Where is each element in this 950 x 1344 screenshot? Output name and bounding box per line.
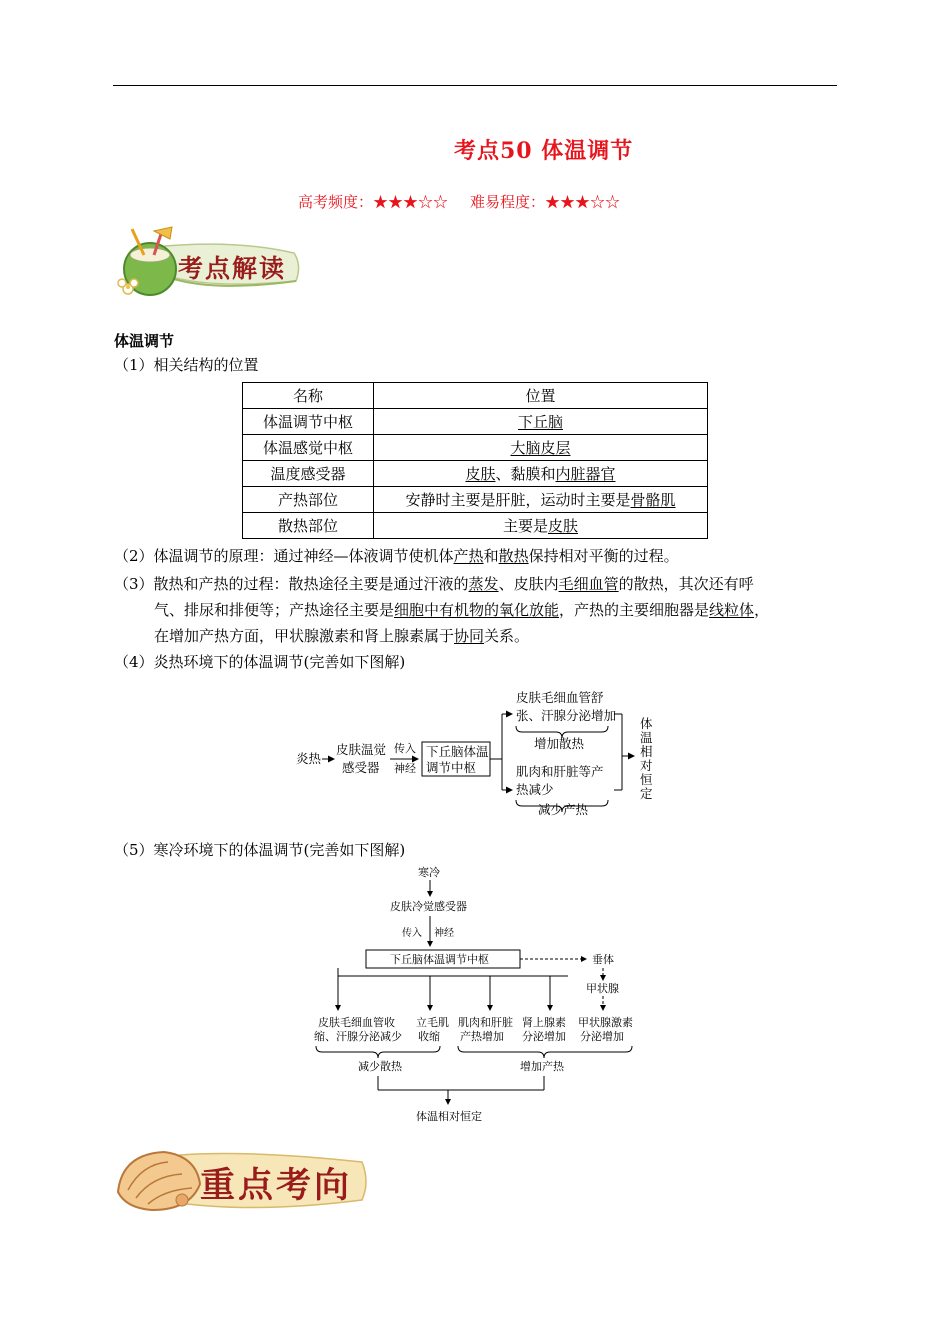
hot-center-line-1: 下丘脑体温 bbox=[426, 744, 489, 759]
answer-text: 骨骼肌 bbox=[630, 491, 676, 509]
item-1: （1）相关结构的位置 bbox=[114, 356, 259, 374]
table-cell-name: 体温调节中枢 bbox=[243, 409, 374, 435]
hot-outcome-char: 恒 bbox=[640, 772, 653, 787]
hot-top-result: 增加散热 bbox=[534, 736, 585, 751]
cold-nerve-label: 神经 bbox=[434, 928, 454, 939]
plain-text: 、黏膜和 bbox=[495, 465, 556, 483]
table-row bbox=[243, 513, 708, 539]
cold-left-result: 减少散热 bbox=[358, 1060, 402, 1073]
hot-top-line-2: 张、汗腺分泌增加 bbox=[516, 708, 617, 723]
plain-text: 和 bbox=[483, 547, 499, 565]
hot-bottom-line-1: 肌肉和肝脏等产 bbox=[516, 764, 604, 779]
cold-effect-4-line-2: 分泌增加 bbox=[522, 1030, 566, 1043]
item-4: （4）炎热环境下的体温调节(完善如下图解) bbox=[114, 653, 406, 671]
exam-point-banner bbox=[114, 225, 304, 301]
hot-regulation-diagram bbox=[290, 686, 670, 822]
answer-text: 内脏器官 bbox=[555, 465, 616, 483]
cold-effect-3-line-2: 产热增加 bbox=[460, 1030, 504, 1043]
cold-effect-2-line-1: 立毛肌 bbox=[416, 1016, 449, 1029]
hot-top-line-1: 皮肤毛细血管舒 bbox=[516, 690, 604, 705]
difficulty-level: 难易程度：★★★☆☆ bbox=[470, 193, 621, 211]
hot-outcome-char: 温 bbox=[640, 730, 653, 745]
answer-text: 皮肤 bbox=[548, 517, 579, 535]
plain-text: 的散热，其次还有呼 bbox=[618, 575, 754, 593]
cold-effect-5-line-2: 分泌增加 bbox=[580, 1030, 624, 1043]
answer-text: 细胞中有机物的氧化放能 bbox=[394, 601, 560, 619]
cold-effect-3-line-1: 肌肉和肝脏 bbox=[458, 1016, 513, 1029]
cold-regulation-diagram bbox=[308, 864, 648, 1130]
hot-in-label: 传入 bbox=[394, 742, 416, 755]
table-cell-name: 产热部位 bbox=[243, 487, 374, 513]
table-row bbox=[243, 461, 708, 487]
table-cell-position bbox=[374, 435, 708, 461]
hot-outcome-char: 定 bbox=[640, 786, 653, 801]
cold-effect-1-line-2: 缩、汗腺分泌减少 bbox=[314, 1030, 402, 1043]
hot-stimulus: 炎热 bbox=[296, 751, 322, 766]
table-cell-position bbox=[374, 487, 708, 513]
cold-effect-4-line-1: 肾上腺素 bbox=[522, 1016, 566, 1029]
cold-receptor: 皮肤冷觉感受器 bbox=[390, 900, 467, 913]
table-cell-position bbox=[374, 513, 708, 539]
plain-text: 保持相对平衡的过程。 bbox=[528, 547, 679, 565]
cold-stimulus: 寒冷 bbox=[418, 866, 440, 879]
hot-center-line-2: 调节中枢 bbox=[426, 760, 477, 775]
hot-bottom-line-2: 热减少 bbox=[516, 782, 554, 797]
plain-text: （3）散热和产热的过程：散热途径主要是通过汗液的 bbox=[114, 575, 469, 593]
page-title: 考点50 体温调节 bbox=[454, 138, 634, 164]
plain-text: 在增加产热方面，甲状腺激素和肾上腺素属于 bbox=[154, 627, 455, 645]
cold-effect-1-line-1: 皮肤毛细血管收 bbox=[318, 1016, 395, 1029]
hot-receptor-line-1: 皮肤温觉 bbox=[336, 742, 387, 757]
focus-banner-text: 重点考向 bbox=[200, 1166, 353, 1206]
hot-outcome-char: 对 bbox=[640, 758, 653, 773]
table-header-row bbox=[243, 383, 708, 409]
answer-text: 产热 bbox=[453, 547, 484, 565]
plain-text: ， bbox=[754, 601, 770, 619]
plain-text: 安静时主要是肝脏，运动时主要是 bbox=[405, 491, 631, 509]
hot-bottom-result: 减少产热 bbox=[538, 802, 589, 817]
answer-text: 协同 bbox=[454, 627, 485, 645]
item-5: （5）寒冷环境下的体温调节(完善如下图解) bbox=[114, 841, 406, 859]
cold-in-label: 传入 bbox=[402, 928, 422, 939]
cold-center: 下丘脑体温调节中枢 bbox=[390, 953, 489, 966]
answer-text: 散热 bbox=[498, 547, 529, 565]
answer-text: 线粒体 bbox=[709, 601, 755, 619]
item-3-line-1 bbox=[114, 572, 754, 596]
table-header-name: 名称 bbox=[243, 383, 374, 409]
exam-point-banner-text: 考点解读 bbox=[178, 254, 287, 283]
focus-banner bbox=[112, 1140, 372, 1218]
plain-text: 关系。 bbox=[484, 627, 530, 645]
answer-text: 大脑皮层 bbox=[510, 439, 571, 457]
item-3-line-3 bbox=[154, 624, 529, 648]
answer-text: 蒸发 bbox=[468, 575, 499, 593]
plain-text: ，产热的主要细胞器是 bbox=[559, 601, 710, 619]
header-rule bbox=[113, 85, 837, 86]
cold-thyroid: 甲状腺 bbox=[586, 982, 619, 995]
plain-text: 主要是 bbox=[502, 517, 548, 535]
hot-outcome-char: 体 bbox=[640, 716, 653, 731]
plain-text: 、皮肤内 bbox=[498, 575, 559, 593]
table-row bbox=[243, 487, 708, 513]
table-cell-name: 散热部位 bbox=[243, 513, 374, 539]
structure-table bbox=[242, 382, 708, 539]
answer-text: 毛细血管 bbox=[558, 575, 619, 593]
table-header-position: 位置 bbox=[374, 383, 708, 409]
table-row bbox=[243, 435, 708, 461]
cold-outcome: 体温相对恒定 bbox=[416, 1110, 482, 1123]
section-heading: 体温调节 bbox=[114, 332, 175, 350]
cold-effect-5-line-1: 甲状腺激素 bbox=[578, 1016, 633, 1029]
table-cell-position bbox=[374, 409, 708, 435]
table-cell-position bbox=[374, 461, 708, 487]
plain-text: （2）体温调节的原理：通过神经—体液调节使机体 bbox=[114, 547, 454, 565]
cold-pituitary: 垂体 bbox=[592, 953, 614, 966]
item-2 bbox=[114, 544, 679, 568]
rating-line bbox=[298, 191, 642, 212]
exam-frequency: 高考频度：★★★☆☆ bbox=[298, 193, 449, 211]
answer-text: 皮肤 bbox=[465, 465, 496, 483]
table-row bbox=[243, 409, 708, 435]
item-3-line-2 bbox=[154, 598, 769, 622]
hot-nerve-label: 神经 bbox=[394, 762, 416, 775]
hot-outcome-char: 相 bbox=[640, 744, 653, 759]
answer-text: 下丘脑 bbox=[517, 413, 563, 431]
plain-text: 气、排尿和排便等；产热途径主要是 bbox=[154, 601, 395, 619]
table-cell-name: 温度感受器 bbox=[243, 461, 374, 487]
cold-effect-2-line-2: 收缩 bbox=[418, 1030, 440, 1043]
cold-right-result: 增加产热 bbox=[520, 1060, 564, 1073]
table-cell-name: 体温感觉中枢 bbox=[243, 435, 374, 461]
hot-receptor-line-2: 感受器 bbox=[342, 760, 380, 775]
